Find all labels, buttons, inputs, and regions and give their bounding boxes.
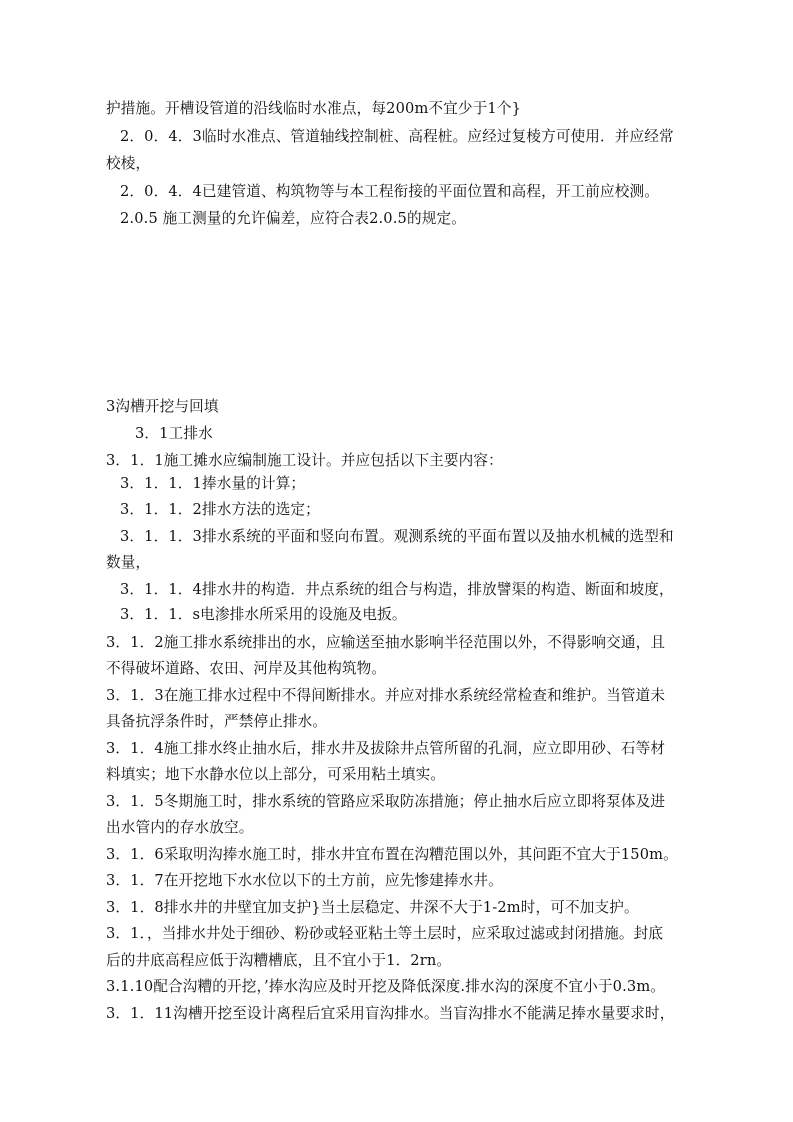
paragraph-line: 3．1．5冬期施工时，排水系统的管路应采取防冻措施；停止抽水后应立即将泵体及进: [106, 793, 666, 810]
paragraph-line: 3．1．1．1捧水量的计算；: [120, 475, 306, 492]
paragraph-line: 3．1．6采取明沟捧水施工时，排水井宜布置在沟糟范围以外，其问距不宜大于150m。: [106, 846, 678, 863]
paragraph-line: 3．1．7在开挖地下水水位以下的土方前，应先惨建捧水井。: [106, 872, 503, 889]
paragraph-line: 校棱，: [106, 155, 151, 172]
paragraph-line: 3．1．1施工摊水应编制施工设计。并应包括以下主要内容：: [106, 452, 503, 469]
paragraph-line: 2．0．4．3临时水准点、管道轴线控制桩、高程桩。应经过复棱方可使用．并应经常: [120, 128, 674, 145]
paragraph-line: 3．1．1．s电渗排水所采用的设施及电扳。: [120, 606, 407, 623]
paragraph-line: 2．0．4．4已建管道、构筑物等与本工程衔接的平面位置和高程，开工前应校测。: [120, 183, 660, 200]
paragraph-line: 3．1．2施工排水系统排出的水，应输送至抽水影响半径范围以外，不得影响交通，且: [106, 634, 666, 651]
paragraph-line: 2.0.5 施工测量的允许偏差，应符合表2.0.5的规定。: [120, 210, 466, 227]
paragraph-line: 护措施。开槽设管道的沿线临时水准点，每200m不宜少于1个}: [106, 100, 522, 117]
subsection-heading: 3．1工排水: [135, 425, 213, 442]
paragraph-line: 3．1．4施工排水终止抽水后，排水井及拔除井点管所留的孔洞，应立即用砂、石等材: [106, 740, 666, 757]
paragraph-line: 具备抗浮条件时，严禁停止排水。: [106, 713, 328, 730]
paragraph-line: 3．1．11沟槽开挖至设计离程后宜采用盲沟排水。当盲沟排水不能满足捧水量要求时，: [106, 1005, 675, 1022]
paragraph-line: 3．1．8排水井的井壁宜加支护}当土层稳定、井深不大于1-2m时，可不加支护。: [106, 899, 639, 916]
paragraph-line: 料填实；地下水静水位以上部分，可采用粘土填实。: [106, 766, 446, 783]
paragraph-line: 3．1．1．2排水方法的选定；: [120, 501, 320, 518]
paragraph-line: 出水管内的存水放空。: [106, 819, 254, 836]
paragraph-line: 不得破坏道路、农田、河岸及其他构筑物。: [106, 660, 387, 677]
paragraph-line: 3．1．，当排水井处于细砂、粉砂或轻亚粘土等土层时，应采取过滤或封闭措施。封底: [106, 925, 664, 942]
paragraph-line: 3.1.10配合沟糟的开挖，’捧水沟应及时开挖及降低深度.排水沟的深度不宜小于0.3m。: [106, 978, 666, 995]
paragraph-line: 3．1．3在施工排水过程中不得间断排水。并应对排水系统经常检查和维护。当管道未: [106, 687, 666, 704]
paragraph-line: 后的井底高程应低于沟糟槽底，且不宜小于1．2rn。: [106, 952, 452, 969]
paragraph-line: 3．1．1．3排水系统的平面和竖向布置。观测系统的平面布置以及抽水机械的选型和: [120, 528, 674, 545]
paragraph-line: 3．1．1．4排水井的构造．井点系统的组合与构造，排放譬渠的构造、断面和坡度，: [120, 581, 674, 598]
section-heading: 3沟槽开挖与回填: [106, 398, 219, 415]
paragraph-line: 数量，: [106, 554, 151, 571]
